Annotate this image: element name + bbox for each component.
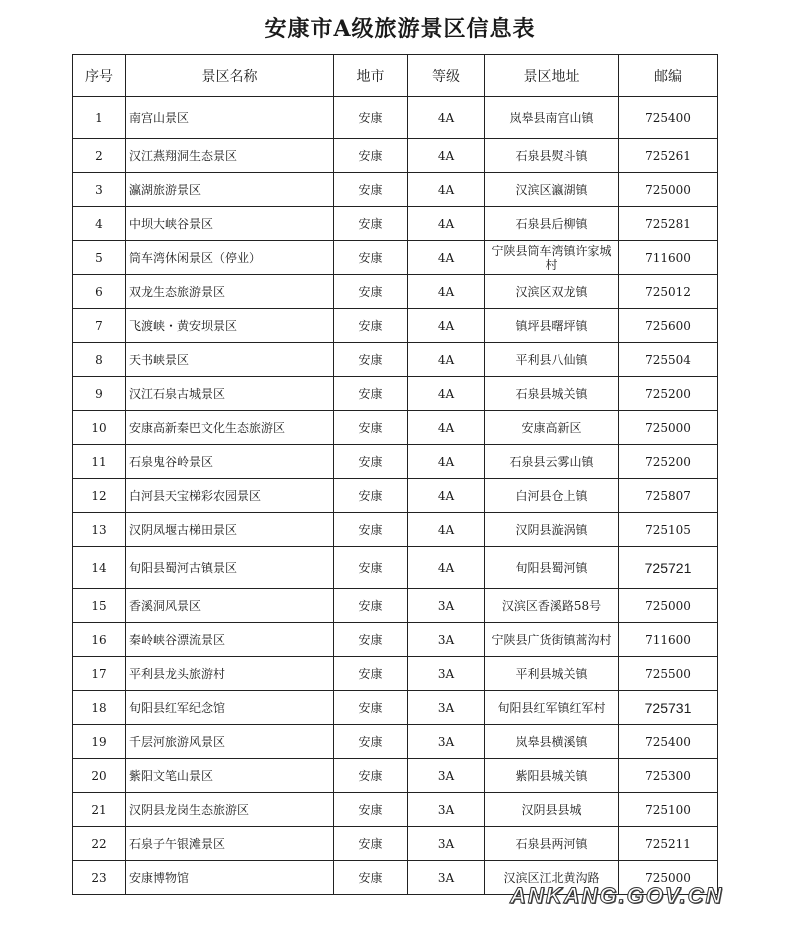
table-header-row — [73, 55, 718, 97]
cell-level: 4A — [408, 445, 485, 479]
cell-name: 汉阴凤堰古梯田景区 — [126, 513, 334, 547]
table-row — [73, 589, 718, 623]
cell-name: 飞渡峡・黄安坝景区 — [126, 309, 334, 343]
table-row — [73, 513, 718, 547]
cell-address: 旬阳县蜀河镇 — [485, 547, 619, 589]
cell-index: 1 — [73, 97, 126, 139]
watermark-logo: ANKANG.GOV.CN — [510, 883, 724, 908]
cell-postcode: 725400 — [619, 725, 718, 759]
cell-name: 千层河旅游风景区 — [126, 725, 334, 759]
cell-name: 秦岭峡谷漂流景区 — [126, 623, 334, 657]
table-row — [73, 623, 718, 657]
cell-postcode: 711600 — [619, 241, 718, 275]
cell-index: 17 — [73, 657, 126, 691]
cell-name: 旬阳县蜀河古镇景区 — [126, 547, 334, 589]
cell-address: 平利县城关镇 — [485, 657, 619, 691]
cell-address: 白河县仓上镇 — [485, 479, 619, 513]
cell-city: 安康 — [334, 547, 408, 589]
table-row — [73, 793, 718, 827]
cell-city: 安康 — [334, 861, 408, 895]
cell-index: 21 — [73, 793, 126, 827]
header-index: 序号 — [73, 55, 126, 97]
cell-postcode: 725261 — [619, 139, 718, 173]
table-row — [73, 827, 718, 861]
table-row — [73, 725, 718, 759]
cell-postcode: 725012 — [619, 275, 718, 309]
cell-level: 4A — [408, 139, 485, 173]
cell-name: 天书峡景区 — [126, 343, 334, 377]
cell-address: 汉阴县漩涡镇 — [485, 513, 619, 547]
header-city: 地市 — [334, 55, 408, 97]
cell-index: 6 — [73, 275, 126, 309]
cell-level: 3A — [408, 691, 485, 725]
cell-index: 15 — [73, 589, 126, 623]
cell-city: 安康 — [334, 589, 408, 623]
table-row — [73, 547, 718, 589]
cell-address: 石泉县云雾山镇 — [485, 445, 619, 479]
cell-postcode: 725731 — [619, 691, 718, 725]
table-row — [73, 657, 718, 691]
table-row — [73, 691, 718, 725]
scenic-area-table — [72, 54, 718, 895]
cell-index: 13 — [73, 513, 126, 547]
cell-index: 22 — [73, 827, 126, 861]
cell-index: 5 — [73, 241, 126, 275]
cell-name: 石泉鬼谷岭景区 — [126, 445, 334, 479]
cell-index: 14 — [73, 547, 126, 589]
cell-postcode: 725600 — [619, 309, 718, 343]
cell-postcode: 725100 — [619, 793, 718, 827]
cell-postcode: 725105 — [619, 513, 718, 547]
cell-address: 汉滨区双龙镇 — [485, 275, 619, 309]
cell-name: 白河县天宝梯彩农园景区 — [126, 479, 334, 513]
cell-level: 4A — [408, 97, 485, 139]
table-row — [73, 759, 718, 793]
table-row — [73, 275, 718, 309]
cell-name: 旬阳县红军纪念馆 — [126, 691, 334, 725]
cell-name: 香溪洞风景区 — [126, 589, 334, 623]
cell-index: 2 — [73, 139, 126, 173]
cell-city: 安康 — [334, 411, 408, 445]
cell-city: 安康 — [334, 275, 408, 309]
cell-postcode: 725000 — [619, 173, 718, 207]
cell-postcode: 711600 — [619, 623, 718, 657]
cell-index: 10 — [73, 411, 126, 445]
cell-level: 4A — [408, 377, 485, 411]
cell-level: 3A — [408, 759, 485, 793]
cell-address: 宁陕县广货街镇蒿沟村 — [485, 623, 619, 657]
cell-address: 旬阳县红军镇红军村 — [485, 691, 619, 725]
cell-level: 3A — [408, 861, 485, 895]
cell-index: 12 — [73, 479, 126, 513]
cell-level: 4A — [408, 241, 485, 275]
table-row — [73, 207, 718, 241]
cell-address: 镇坪县曙坪镇 — [485, 309, 619, 343]
cell-level: 4A — [408, 547, 485, 589]
cell-name: 紫阳文笔山景区 — [126, 759, 334, 793]
table-row — [73, 343, 718, 377]
cell-level: 3A — [408, 657, 485, 691]
cell-city: 安康 — [334, 623, 408, 657]
cell-level: 4A — [408, 343, 485, 377]
cell-city: 安康 — [334, 793, 408, 827]
cell-name: 南宫山景区 — [126, 97, 334, 139]
table-row — [73, 445, 718, 479]
cell-postcode: 725400 — [619, 97, 718, 139]
cell-city: 安康 — [334, 97, 408, 139]
cell-name: 瀛湖旅游景区 — [126, 173, 334, 207]
cell-city: 安康 — [334, 657, 408, 691]
cell-address: 石泉县城关镇 — [485, 377, 619, 411]
cell-address: 岚皋县横溪镇 — [485, 725, 619, 759]
table-row — [73, 479, 718, 513]
cell-address: 汉阴县县城 — [485, 793, 619, 827]
cell-postcode: 725000 — [619, 411, 718, 445]
cell-name: 平利县龙头旅游村 — [126, 657, 334, 691]
cell-city: 安康 — [334, 207, 408, 241]
cell-postcode: 725300 — [619, 759, 718, 793]
table-row — [73, 173, 718, 207]
cell-city: 安康 — [334, 479, 408, 513]
cell-city: 安康 — [334, 759, 408, 793]
cell-address: 汉滨区香溪路58号 — [485, 589, 619, 623]
cell-postcode: 725807 — [619, 479, 718, 513]
cell-address: 岚皋县南宫山镇 — [485, 97, 619, 139]
cell-name: 安康高新秦巴文化生态旅游区 — [126, 411, 334, 445]
cell-postcode: 725500 — [619, 657, 718, 691]
cell-city: 安康 — [334, 139, 408, 173]
cell-address: 紫阳县城关镇 — [485, 759, 619, 793]
table-row — [73, 411, 718, 445]
cell-level: 4A — [408, 275, 485, 309]
cell-postcode: 725200 — [619, 445, 718, 479]
cell-address: 汉滨区江北黄沟路 — [485, 861, 619, 895]
cell-city: 安康 — [334, 173, 408, 207]
cell-address: 石泉县两河镇 — [485, 827, 619, 861]
cell-index: 3 — [73, 173, 126, 207]
cell-name: 汉江燕翔洞生态景区 — [126, 139, 334, 173]
cell-city: 安康 — [334, 343, 408, 377]
cell-postcode: 725504 — [619, 343, 718, 377]
cell-index: 11 — [73, 445, 126, 479]
cell-city: 安康 — [334, 725, 408, 759]
cell-name: 筒车湾休闲景区（停业） — [126, 241, 334, 275]
page-title: 安康市A级旅游景区信息表 — [264, 16, 536, 42]
cell-city: 安康 — [334, 691, 408, 725]
cell-level: 3A — [408, 793, 485, 827]
cell-level: 4A — [408, 309, 485, 343]
cell-name: 安康博物馆 — [126, 861, 334, 895]
cell-level: 4A — [408, 411, 485, 445]
table-row — [73, 309, 718, 343]
cell-address: 安康高新区 — [485, 411, 619, 445]
header-postcode: 邮编 — [619, 55, 718, 97]
cell-postcode: 725000 — [619, 861, 718, 895]
cell-level: 3A — [408, 725, 485, 759]
cell-address: 平利县八仙镇 — [485, 343, 619, 377]
table-row — [73, 97, 718, 139]
cell-level: 4A — [408, 207, 485, 241]
cell-postcode: 725200 — [619, 377, 718, 411]
cell-address: 石泉县熨斗镇 — [485, 139, 619, 173]
cell-index: 7 — [73, 309, 126, 343]
cell-city: 安康 — [334, 827, 408, 861]
cell-level: 4A — [408, 173, 485, 207]
cell-level: 3A — [408, 827, 485, 861]
cell-address: 石泉县后柳镇 — [485, 207, 619, 241]
cell-name: 石泉子午银滩景区 — [126, 827, 334, 861]
table-row — [73, 139, 718, 173]
cell-index: 20 — [73, 759, 126, 793]
cell-city: 安康 — [334, 513, 408, 547]
cell-city: 安康 — [334, 241, 408, 275]
cell-name: 双龙生态旅游景区 — [126, 275, 334, 309]
cell-index: 23 — [73, 861, 126, 895]
cell-index: 9 — [73, 377, 126, 411]
cell-postcode: 725000 — [619, 589, 718, 623]
cell-level: 4A — [408, 513, 485, 547]
cell-index: 8 — [73, 343, 126, 377]
cell-level: 3A — [408, 589, 485, 623]
cell-city: 安康 — [334, 309, 408, 343]
header-level: 等级 — [408, 55, 485, 97]
cell-index: 4 — [73, 207, 126, 241]
cell-address: 汉滨区瀛湖镇 — [485, 173, 619, 207]
cell-name: 汉阴县龙岗生态旅游区 — [126, 793, 334, 827]
header-address: 景区地址 — [485, 55, 619, 97]
cell-index: 18 — [73, 691, 126, 725]
cell-city: 安康 — [334, 377, 408, 411]
cell-address: 宁陕县筒车湾镇许家城村 — [485, 241, 619, 275]
table-row — [73, 241, 718, 275]
cell-name: 中坝大峡谷景区 — [126, 207, 334, 241]
cell-level: 3A — [408, 623, 485, 657]
cell-postcode: 725281 — [619, 207, 718, 241]
cell-postcode: 725721 — [619, 547, 718, 589]
cell-index: 16 — [73, 623, 126, 657]
cell-city: 安康 — [334, 445, 408, 479]
header-name: 景区名称 — [126, 55, 334, 97]
cell-index: 19 — [73, 725, 126, 759]
table-row — [73, 377, 718, 411]
cell-postcode: 725211 — [619, 827, 718, 861]
cell-level: 4A — [408, 479, 485, 513]
cell-name: 汉江石泉古城景区 — [126, 377, 334, 411]
